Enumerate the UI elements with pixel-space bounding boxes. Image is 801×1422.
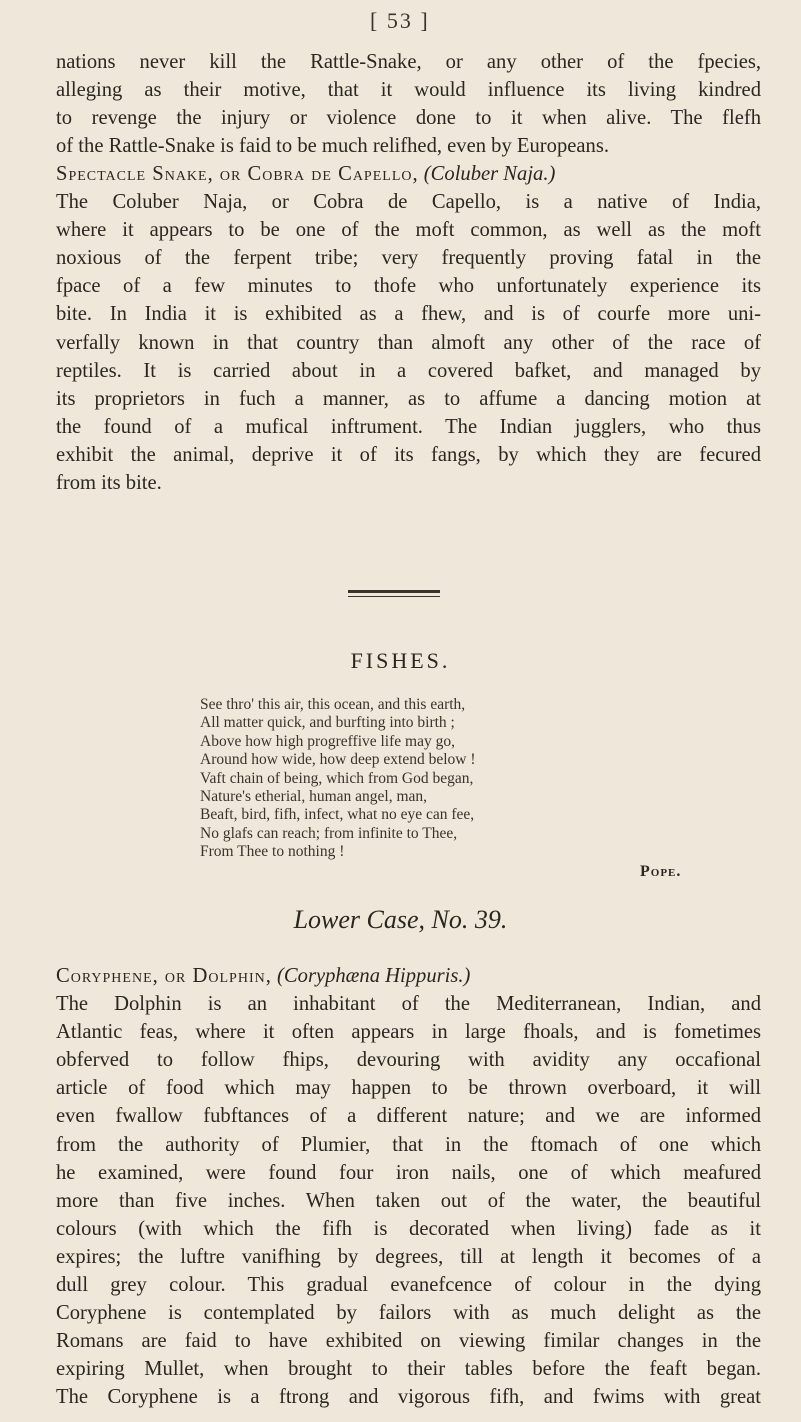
section-title: FISHES. — [350, 648, 451, 673]
entry-heading: Spectacle Snake, or Cobra de Capello, — [56, 163, 419, 185]
text-line: expiring Mullet, when brought to their tables before the feaft began. — [56, 1358, 761, 1381]
poem-line: From Thee to nothing ! — [200, 843, 345, 861]
entry-heading-line — [56, 962, 761, 990]
text-line: expires; the luftre vanifhing by degrees, till at length it becomes of a — [56, 1245, 761, 1268]
text-line: more than five inches. When taken out of the water, the beautiful — [56, 1189, 761, 1212]
coryphene-entry — [56, 962, 761, 1412]
text-line: colours (with which the fifh is decorated when living) fade as it — [56, 1217, 761, 1240]
text-line: from its bite. — [56, 472, 162, 495]
epigraph-poem — [200, 696, 630, 862]
text-line: The Coryphene is a ftrong and vigorous fifh, and fwims with great — [56, 1386, 761, 1409]
poem-line: All matter quick, and burfting into birth ; — [200, 714, 455, 732]
text-line: fpace of a few minutes to thofe who unfortunately experience its — [56, 275, 761, 298]
text-line: dull grey colour. This gradual evanefcence of colour in the dying — [56, 1274, 761, 1297]
poem-line: Above how high progreffive life may go, — [200, 732, 455, 750]
text-line: the found of a mufical inftrument. The Indian jugglers, who thus — [56, 415, 761, 438]
poem-line: Nature's etherial, human angel, man, — [200, 788, 428, 806]
page-number: [ 53 ] — [370, 8, 430, 33]
intro-paragraph — [56, 48, 761, 160]
poem-author: Pope. — [640, 863, 682, 880]
text-line: The Coluber Naja, or Cobra de Capello, is a native of India, — [56, 191, 761, 214]
text-line: The Dolphin is an inhabitant of the Mediterranean, Indian, and — [56, 993, 761, 1016]
entry-latin-name: (Coryphæna Hippuris.) — [277, 965, 471, 987]
text-line: Coryphene is contemplated by failors with as much delight as the — [56, 1302, 761, 1325]
case-title: Lower Case, No. 39. — [293, 905, 508, 934]
spectacle-snake-entry — [56, 160, 761, 497]
poem-line: No glafs can reach; from infinite to Thee, — [200, 824, 458, 842]
text-line: of the Rattle-Snake is faid to be much relifhed, even by Europeans. — [56, 135, 609, 158]
text-line: article of food which may happen to be thrown overboard, it will — [56, 1077, 761, 1100]
entry-latin-name: (Coluber Naja.) — [423, 163, 556, 185]
poem-line: Around how wide, how deep extend below ! — [200, 751, 476, 769]
text-line: to revenge the injury or violence done to it when alive. The flefh — [56, 107, 761, 130]
poem-line: Vaft chain of being, which from God began, — [200, 769, 474, 787]
poem-line: See thro' this air, this ocean, and this earth, — [200, 696, 466, 713]
entry-heading: Coryphene, or Dolphin, — [56, 965, 272, 987]
text-line: Romans are faid to have exhibited on viewing fimilar changes in the — [56, 1330, 761, 1353]
text-line: reptiles. It is carried about in a covered bafket, and managed by — [56, 359, 761, 382]
section-divider — [348, 590, 440, 593]
text-line: noxious of the ferpent tribe; very frequently proving fatal in the — [56, 247, 761, 270]
text-line: where it appears to be one of the moft common, as well as the moft — [56, 219, 761, 242]
text-line: nations never kill the Rattle-Snake, or any other of the fpecies, — [56, 51, 761, 73]
text-line: obferved to follow fhips, devouring with avidity any occafional — [56, 1049, 761, 1072]
text-line: verfally known in that country than almoft any other of the race of — [56, 331, 761, 354]
entry-heading-line — [56, 160, 761, 188]
text-line: exhibit the animal, deprive it of its fangs, by which they are fecured — [56, 443, 761, 466]
text-line: even fwallow fubftances of a different nature; and we are informed — [56, 1105, 761, 1128]
text-line: alleging as their motive, that it would influence its living kindred — [56, 79, 761, 102]
section-divider-thin — [348, 596, 440, 597]
text-line: Atlantic feas, where it often appears in large fhoals, and is fometimes — [56, 1021, 761, 1044]
text-line: bite. In India it is exhibited as a fhew, and is of courfe more uni- — [56, 303, 761, 326]
text-line: its proprietors in fuch a manner, as to affume a dancing motion at — [56, 387, 761, 410]
poem-line: Beaft, bird, fifh, infect, what no eye can fee, — [200, 806, 475, 824]
text-line: from the authority of Plumier, that in the ftomach of one which — [56, 1133, 761, 1156]
text-line: he examined, were found four iron nails, one of which meafured — [56, 1161, 761, 1184]
